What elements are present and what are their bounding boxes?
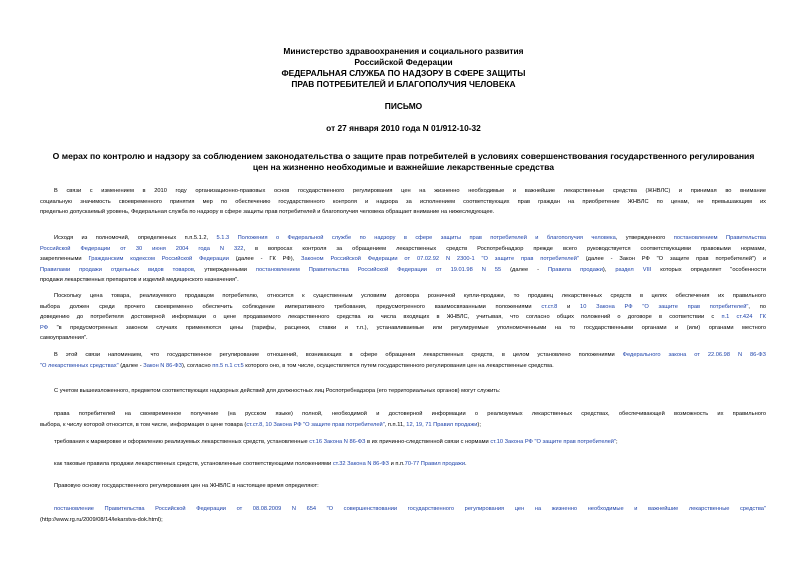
text: требования к маркировке и оформлению реализуемых лекарственных средств, установленные [54,439,310,445]
text-line: С учетом вышеизложенного, предметом соответствующих надзорных действий для должностных лиц Роспотребнадзора (его территориальных органов) могут служить: [54,388,501,394]
text-line: Поскольку цена товара, реализуемого продавцом потребителю, относится к существенным условиям договора розничной купли-продажи, то продавец лекарственных средств в целях обеспечения их правильного [54,293,766,299]
text-line [40,265,766,276]
text-line [40,244,766,255]
text: (далее - [501,266,549,273]
text-line [40,254,766,265]
text-line [40,459,766,470]
link-sales-rules-items[interactable]: 12, 19, 71 Правил продажи [406,421,478,428]
text-line [40,312,766,323]
text: которого оно, в том числе, осуществляется путем государственного регулирования цен на лекарственные средства. [243,362,554,369]
link-resolution-322[interactable]: Российской Федерации от 30 июня 2004 года N 322 [40,245,244,252]
link-law-on-medicines[interactable]: "О лекарственных средствах" [40,362,119,369]
text-line: В связи с изменением в 2010 году организационно-правовых основ государственного регулирования цен на жизненно необходимые и важнейшие лекарственные средства (ЖНВЛС) и принимая во внимание [54,188,766,194]
link-rules-70-77[interactable]: 70-77 Правил продажи [404,461,466,467]
text: выбора должен среди прочего своевременно обеспечить соблюдение императивного требования, предусмотренного взаимосвязанными положениями [40,303,542,310]
text-line: самоуправления". [40,335,88,341]
paragraph-1 [40,186,766,218]
document-type: ПИСЬМО [384,101,423,111]
text: Исходя из полномочий, определенных п.п.5.1.2, [54,235,217,241]
text: "в предусмотренных законом случаях применяются цены (тарифы, расценки, ставки и т.п.), устанавливаемые или регулируемые уполномоченными на то государственными органами и (или) органами местного [48,324,766,331]
link-federal-law-86[interactable]: Федерального закона от 22.06.98 N 86-ФЗ [622,352,766,358]
link-regulation-5-1-3[interactable]: 5.1.3 Положения о Федеральной службе по надзору в сфере защиты прав потребителей и благополучия человека [216,235,616,241]
text: , утвержденного [615,235,674,241]
title-line1: О мерах по контролю и надзору за соблюдением законодательства о защите прав потребителей в условиях совершенствования государственного регулирования [52,151,755,161]
text-line [40,233,766,244]
text: (далее - ГК РФ), [228,256,302,262]
paragraph-10 [40,504,766,525]
link-civil-code-rf[interactable]: РФ [40,324,49,331]
paragraph-5 [40,386,766,397]
text: ), [602,266,616,273]
text: закрепленными [40,256,89,262]
country-name: Российской Федерации [354,57,453,67]
text: , по [748,303,767,310]
text: и п.п. [388,461,405,467]
paragraph-7 [40,437,766,448]
text: доведению до потребителя достоверной информации о цене продаваемого лекарственного средства из числа входящих в ЖНВЛС, учитывая, что согласно общих положений о договоре в соответствии с [40,314,722,320]
link-civil-code[interactable]: Гражданским кодексом Российской Федерации [88,256,229,262]
link-civil-code-424[interactable]: п.1 ст.424 ГК [721,314,766,320]
text-line: социальную значимость своевременного принятия мер по обеспечению государственного контроля и надзора за исполнением соответствующих прав граждан на приобретение ЖНВЛС по ценам, не превышающим их [40,198,766,205]
text: , утвержденными [193,266,256,273]
text: ); [477,421,481,428]
title-line2: цен на жизненно необходимые и важнейшие лекарственные средства [252,162,555,172]
link-resolution-654[interactable]: постановление Правительства Российской Федерации от 08.08.2009 N 654 "О совершенствовании государственного регулирования цен на жизненно необходимые и важнейшие лекарственные средства" [54,506,766,512]
paragraph-8 [40,459,766,470]
ministry-name: Министерство здравоохранения и социального развития [283,46,524,56]
text: как таковые правила продажи лекарственных средств, установленные соответствующими положениями [54,461,333,467]
link-article-5[interactable]: пп.5 п.1 ст.5 [212,362,244,369]
link-article-32[interactable]: ст.32 Закона N 86-ФЗ [332,461,389,467]
text: ; [616,439,618,445]
text-line [40,302,766,313]
text: которых определяет "особенности [651,266,766,273]
link-article-8[interactable]: ст.ст.8 [541,303,558,310]
text-line [40,350,766,361]
link-article-10[interactable]: ст.10 Закона РФ "О защите прав потребителей" [490,439,617,445]
text-line [40,361,766,372]
paragraph-2 [40,233,766,286]
service-name-line2: ПРАВ ПОТРЕБИТЕЛЕЙ И БЛАГОПОЛУЧИЯ ЧЕЛОВЕКА [291,79,516,89]
link-consumer-protection-law[interactable]: Законом Российской Федерации от 07.02.92 N 2300-1 "О защите прав потребителей" [301,256,579,262]
paragraph-9 [40,481,766,492]
text: (далее - Закон РФ "О защите прав потребителей") и [578,256,766,262]
link-sales-rules[interactable]: Правилами продажи отдельных видов товаров [40,266,194,273]
link-resolution-55[interactable]: постановлением Правительства Российской Федерации от 19.01.98 N 55 [255,266,502,273]
text: в их причинно-следственной связи с нормами [365,439,491,445]
service-name-line1: ФЕДЕРАЛЬНАЯ СЛУЖБА ПО НАДЗОРУ В СФЕРЕ ЗАЩИТЫ [281,68,526,78]
text: ), согласно [181,362,213,369]
text: . [465,461,467,467]
text: , п.п.11, [384,421,407,428]
link-article-16[interactable]: ст.16 Закона N 86-ФЗ [309,439,366,445]
text: выбора, к числу которой относится, в том числе, информация о цене товара ( [40,421,247,428]
text: и [557,303,581,310]
text-line: продажи лекарственных препаратов и изделий медицинского назначения". [40,277,239,283]
text-line [40,420,766,431]
link-section-viii[interactable]: раздел VIII [615,266,652,273]
text-line: предельно допускаемый уровень, Федеральная служба по надзору в сфере защиты прав потребителей и благополучия человека обращает внимание на нижеследующее. [40,209,495,215]
link-government-resolution[interactable]: постановлением Правительства [673,235,766,241]
text-line: права потребителей на своевременное получение (на русском языке) полной, необходимой и достоверной информации о реализуемых лекарственных средствах, обеспечивающей возможность их правильного [54,411,766,417]
text-line [40,437,766,448]
link-article-10-consumer-law[interactable]: 10 Закона РФ "О защите прав потребителей" [580,303,749,310]
document-date-number: от 27 января 2010 года N 01/912-10-32 [326,123,481,133]
paragraph-3 [40,291,766,344]
paragraph-4 [40,350,766,371]
link-articles-8-10[interactable]: ст.ст.8, 10 Закона РФ "О защите прав потребителей" [246,421,385,428]
text: , в вопросах контроля за обращением лекарственных средств Роспотребнадзор прежде всего руководствуется соответствующими правовыми нормами, [243,245,766,252]
text: В этой связи напоминаем, что государственное регулирование отношений, возникающих в сфере обращения лекарственных средств, в целом установлено положениями [54,352,623,358]
text-line [40,323,766,334]
link-law-86-short[interactable]: Закон N 86-ФЗ [143,362,182,369]
link-sales-rules-short[interactable]: Правила продажи [548,266,603,273]
text: (далее - [118,362,144,369]
text-line: Правовую основу государственного регулирования цен на ЖНВЛС в настоящее время определяют: [54,483,319,489]
text-line: (http://www.rg.ru/2009/08/14/lekarstva-dok.html); [40,516,163,523]
paragraph-6 [40,409,766,430]
